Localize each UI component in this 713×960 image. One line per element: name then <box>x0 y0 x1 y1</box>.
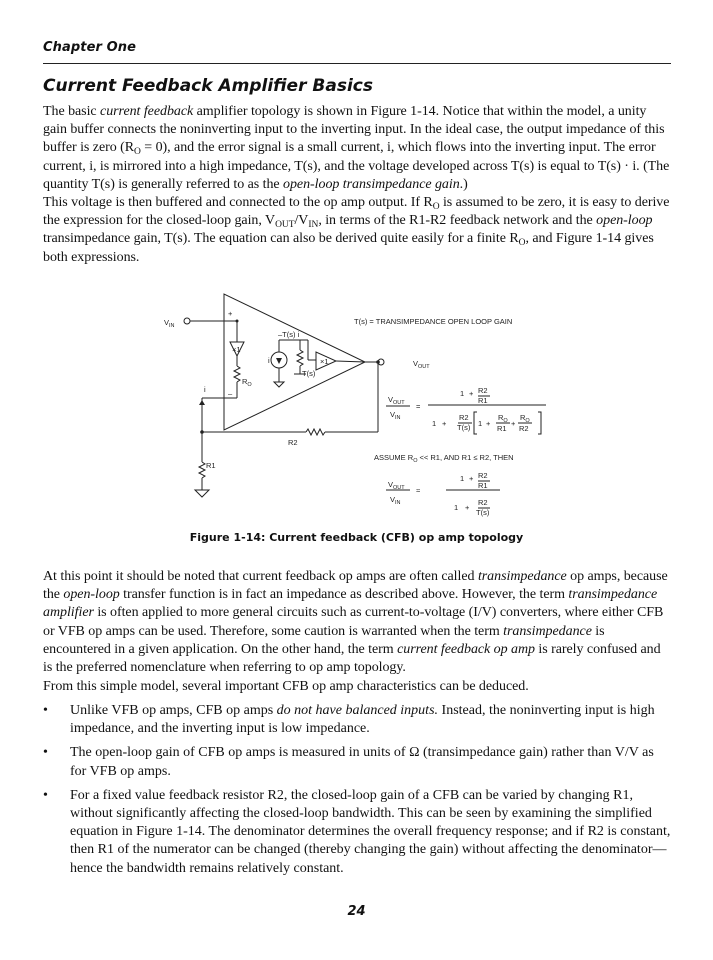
eq2-approx: ≈ <box>416 486 421 495</box>
eq1-num-r1: R1 <box>478 396 488 405</box>
header-rule <box>43 63 671 64</box>
eq1-vout: $V_{OUT}$ <box>388 395 405 406</box>
eq1-num-one: 1 <box>460 389 465 398</box>
ts-resistor <box>297 350 303 366</box>
eq1-br-ro1: $R_O$ <box>498 413 508 424</box>
paragraph-2: This voltage is then buffered and connected to the op amp output. If $R_O$ is assumed to be zero, it is easy to derive the expression for the closed-loop gain, $V_{OUT}/V_{IN}$, in terms of the R1-R2 feedback network and the open-loop transimpedance gain, T(s). The equation can also be derived quite easily for a finite $R_O$, and Figure 1-14 gives both expressions. <box>43 195 670 265</box>
eq1-br-ro2: $R_O$ <box>520 413 530 424</box>
vout-label: $V_{OUT}$ <box>413 359 430 370</box>
eq2-num-r1: R1 <box>478 481 488 490</box>
r2-resistor <box>306 429 325 435</box>
paragraph-1: The basic current feedback amplifier topology is shown in Figure 1-14. Notice that within the model, a unity gain buffer connects the noninverting input to the inverting input. In the ideal case, the output impedance of this buffer is zero $(R_O = 0)$, and the error signal is a small current, i, which flows into the inverting input. The error current, i, is mirrored into a high impedance, T(s), and the voltage developed across T(s) is equal to T(s) · i. (The quantity T(s) is generally referred to as the open-loop transimpedance gain.) <box>43 104 670 192</box>
eq1-vin: $V_{IN}$ <box>390 410 401 421</box>
i-label-input: i <box>204 385 206 394</box>
r1-label: R1 <box>206 461 216 470</box>
list-item: • For a fixed value feedback resistor R2, the closed-loop gain of a CFB can be varied by changing R1, without significantly affecting the closed-loop bandwidth. This can be seen by examining the simplified equation in Figure 1-14. The denominator determines the overall frequency response; and if R2 is constant, then R1 of the numerator can be changed (thereby changing the gain) without affecting the denominator—hence the bandwidth remains relatively constant. <box>43 787 671 876</box>
paragraph-3: At this point it should be noted that current feedback op amps are often called transimpedance op amps, because the open-loop transfer function is in fact an impedance as described above. However, the term transimpedance amplifier is often applied to more general circuits such as current-to-voltage (I/V) converters, where either CFB or VFB op amps can be used. Therefore, some caution is warranted when the term transimpedance is encountered in a given application. On the other hand, the term current feedback op amp is rarely confused and is the preferred nomenclature when referring to op amp topology. <box>43 569 668 676</box>
cfb-op-amp-figure <box>160 290 560 530</box>
r2-label: R2 <box>288 438 298 447</box>
assumption-text: ASSUME $R_O << R1$, AND R1 ≤ R2, THEN <box>374 453 514 464</box>
eq2-vout: $V_{OUT}$ <box>388 480 405 491</box>
op-amp-triangle <box>224 294 365 430</box>
cfb-schematic <box>160 290 560 530</box>
eq2-den-ts: T(s) <box>476 508 490 517</box>
ts-i-label: –T(s) i <box>278 330 300 339</box>
figure-caption: Figure 1-14: Current feedback (CFB) op amp topology <box>189 531 524 544</box>
ro-resistor <box>234 366 240 382</box>
bullet-dot: • <box>43 703 48 718</box>
eq1-den-r2: R2 <box>459 413 469 422</box>
eq1-den-ts: T(s) <box>457 423 471 432</box>
vin-terminal <box>184 318 190 324</box>
eq1-br-plus2: + <box>511 419 516 428</box>
eq2-den-r2: R2 <box>478 498 488 507</box>
eq1-br-r2: R2 <box>519 424 529 433</box>
page-number: 24 <box>347 904 366 919</box>
x1-label-input: ×1 <box>232 345 241 354</box>
ground-2 <box>274 382 284 387</box>
ground-1 <box>195 490 209 497</box>
x1-label-output: ×1 <box>320 357 329 366</box>
eq1-num-plus: + <box>469 389 474 398</box>
section-title: Current Feedback Amplifier Basics <box>43 76 373 96</box>
eq1-den-one: 1 <box>432 419 437 428</box>
plus-sign: + <box>228 309 233 318</box>
i-label-source: i <box>268 356 270 365</box>
eq1-br-r1: R1 <box>497 424 507 433</box>
vin-label: $V_{IN}$ <box>164 318 175 329</box>
eq1-num-r2: R2 <box>478 386 488 395</box>
eq2-den-plus: + <box>465 503 470 512</box>
list-item: • The open-loop gain of CFB op amps is measured in units of Ω (transimpedance gain) rather than V/V as for VFB op amps. <box>43 745 654 779</box>
eq1-den-plus: + <box>442 419 447 428</box>
eq2-num-plus: + <box>469 474 474 483</box>
ts-label: T(s) <box>302 369 316 378</box>
eq1-equals: = <box>416 402 421 411</box>
characteristics-list <box>43 702 671 884</box>
eq2-num-r2: R2 <box>478 471 488 480</box>
chapter-header: Chapter One <box>43 40 137 55</box>
eq2-den-one: 1 <box>454 503 459 512</box>
paragraph-4: From this simple model, several important CFB op amp characteristics can be deduced. <box>43 679 529 694</box>
eq1-br-one: 1 <box>478 419 483 428</box>
minus-sign: – <box>228 389 233 398</box>
eq1-br-plus: + <box>486 419 491 428</box>
ro-label: $R_O$ <box>242 377 252 388</box>
bullet-dot: • <box>43 787 48 803</box>
eq2-vin: $V_{IN}$ <box>390 495 401 506</box>
bullet-dot: • <box>43 745 48 761</box>
r1-resistor <box>199 462 205 478</box>
ts-note: T(s) = TRANSIMPEDANCE OPEN LOOP GAIN <box>354 317 513 326</box>
list-item: • Unlike VFB op amps, CFB op amps do not have balanced inputs. Instead, the noninverting input is high impedance, and the inverting input is low impedance. <box>43 703 655 737</box>
eq2-num-one: 1 <box>460 474 465 483</box>
